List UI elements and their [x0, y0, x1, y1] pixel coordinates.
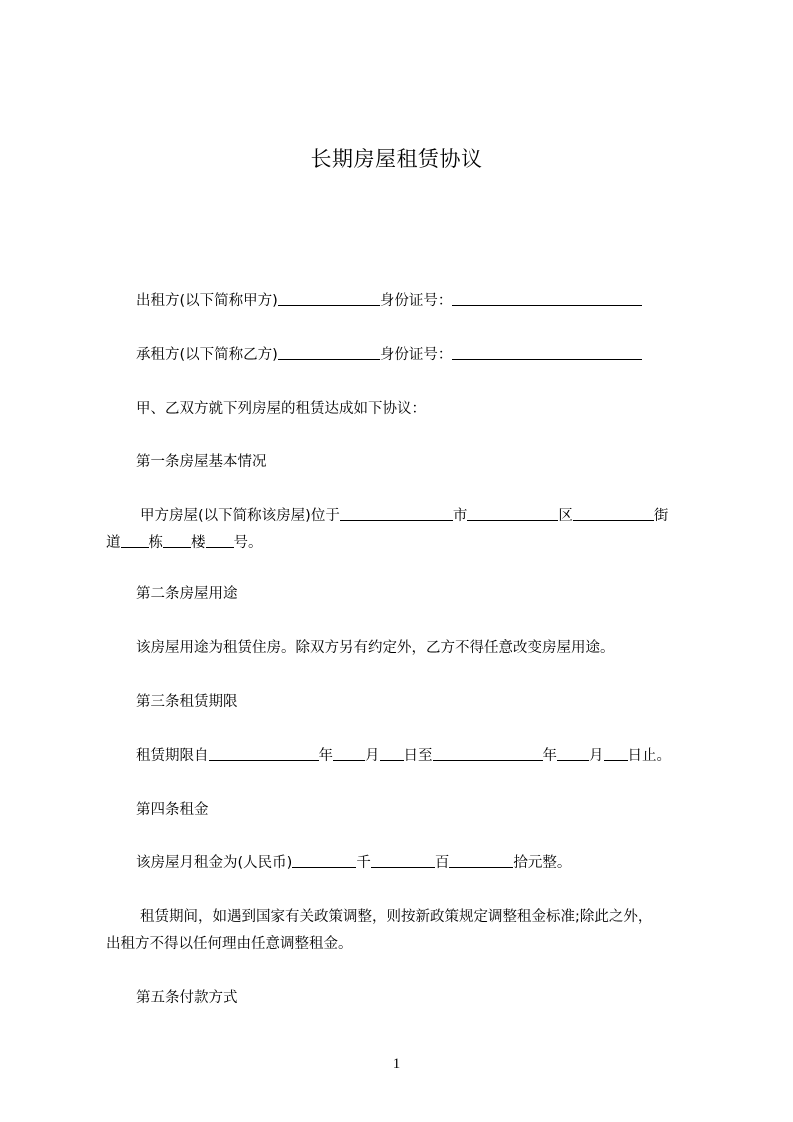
- rent-thousand-label: 千: [356, 855, 371, 871]
- lessor-id-label: 身份证号：: [379, 293, 453, 309]
- end-year-blank[interactable]: [433, 746, 543, 761]
- number-blank[interactable]: [206, 533, 234, 548]
- start-year-blank[interactable]: [209, 746, 319, 761]
- rent-hundred-blank[interactable]: [371, 853, 435, 868]
- lessee-name-blank[interactable]: [278, 345, 380, 360]
- article-5-heading: 第五条付款方式: [136, 990, 238, 1006]
- article-4-adjust-line-2: 出租方不得以任何理由任意调整租金。: [106, 936, 353, 952]
- city-blank[interactable]: [467, 506, 558, 521]
- lessor-line: [136, 291, 642, 311]
- article-1-line-2: [106, 533, 263, 553]
- document-title: 长期房屋租赁协议: [310, 147, 483, 171]
- street-label: 街: [653, 508, 669, 524]
- end-day-label: 日止。: [627, 748, 671, 764]
- lessee-id-blank[interactable]: [452, 345, 642, 360]
- start-day-blank[interactable]: [380, 746, 404, 761]
- article-1-heading: 第一条房屋基本情况: [136, 454, 267, 470]
- building-blank[interactable]: [121, 533, 149, 548]
- lessee-line: [136, 345, 642, 365]
- intro-text: 甲、乙双方就下列房屋的租赁达成如下协议：: [136, 401, 426, 417]
- start-year-label: 年: [318, 748, 333, 764]
- floor-blank[interactable]: [163, 533, 191, 548]
- number-label: 号。: [233, 535, 263, 551]
- district-label: 区: [558, 508, 573, 524]
- lessee-label: 承租方(以下简称乙方): [136, 347, 278, 363]
- end-day-blank[interactable]: [604, 746, 628, 761]
- lessor-name-blank[interactable]: [278, 291, 380, 306]
- road-label: 道: [106, 535, 121, 551]
- start-month-blank[interactable]: [333, 746, 365, 761]
- article-3-term: [136, 746, 671, 766]
- floor-label: 楼: [191, 535, 206, 551]
- article-4-adjust-line-1: 租赁期间，如遇到国家有关政策调整，则按新政策规定调整租金标准;除此之外，: [140, 909, 653, 925]
- end-year-label: 年: [542, 748, 557, 764]
- article-3-heading: 第三条租赁期限: [136, 694, 238, 710]
- start-day-label: 日至: [403, 748, 433, 764]
- article-4-rent: [136, 853, 571, 873]
- rent-ten-label: 拾元整。: [513, 855, 572, 871]
- rent-thousand-blank[interactable]: [292, 853, 356, 868]
- term-label: 租赁期限自: [136, 748, 209, 764]
- lessee-id-label: 身份证号：: [379, 347, 453, 363]
- district-blank[interactable]: [573, 506, 654, 521]
- article-2-text: 该房屋用途为租赁住房。除双方另有约定外，乙方不得任意改变房屋用途。: [136, 640, 615, 656]
- lessor-label: 出租方(以下简称甲方): [136, 293, 278, 309]
- start-month-label: 月: [365, 748, 380, 764]
- rent-ten-blank[interactable]: [449, 853, 513, 868]
- building-label: 栋: [148, 535, 163, 551]
- rent-label: 该房屋月租金为(人民币): [136, 855, 293, 871]
- article-2-heading: 第二条房屋用途: [136, 586, 238, 602]
- article-4-heading: 第四条租金: [136, 802, 209, 818]
- lessor-id-blank[interactable]: [452, 291, 642, 306]
- article-1-line-1: [140, 506, 668, 526]
- end-month-label: 月: [589, 748, 604, 764]
- location-blank[interactable]: [340, 506, 453, 521]
- page-number: 1: [392, 1056, 401, 1072]
- location-label: 甲方房屋(以下简称该房屋)位于: [140, 508, 340, 524]
- end-month-blank[interactable]: [557, 746, 589, 761]
- rent-hundred-label: 百: [434, 855, 450, 871]
- city-label: 市: [452, 508, 468, 524]
